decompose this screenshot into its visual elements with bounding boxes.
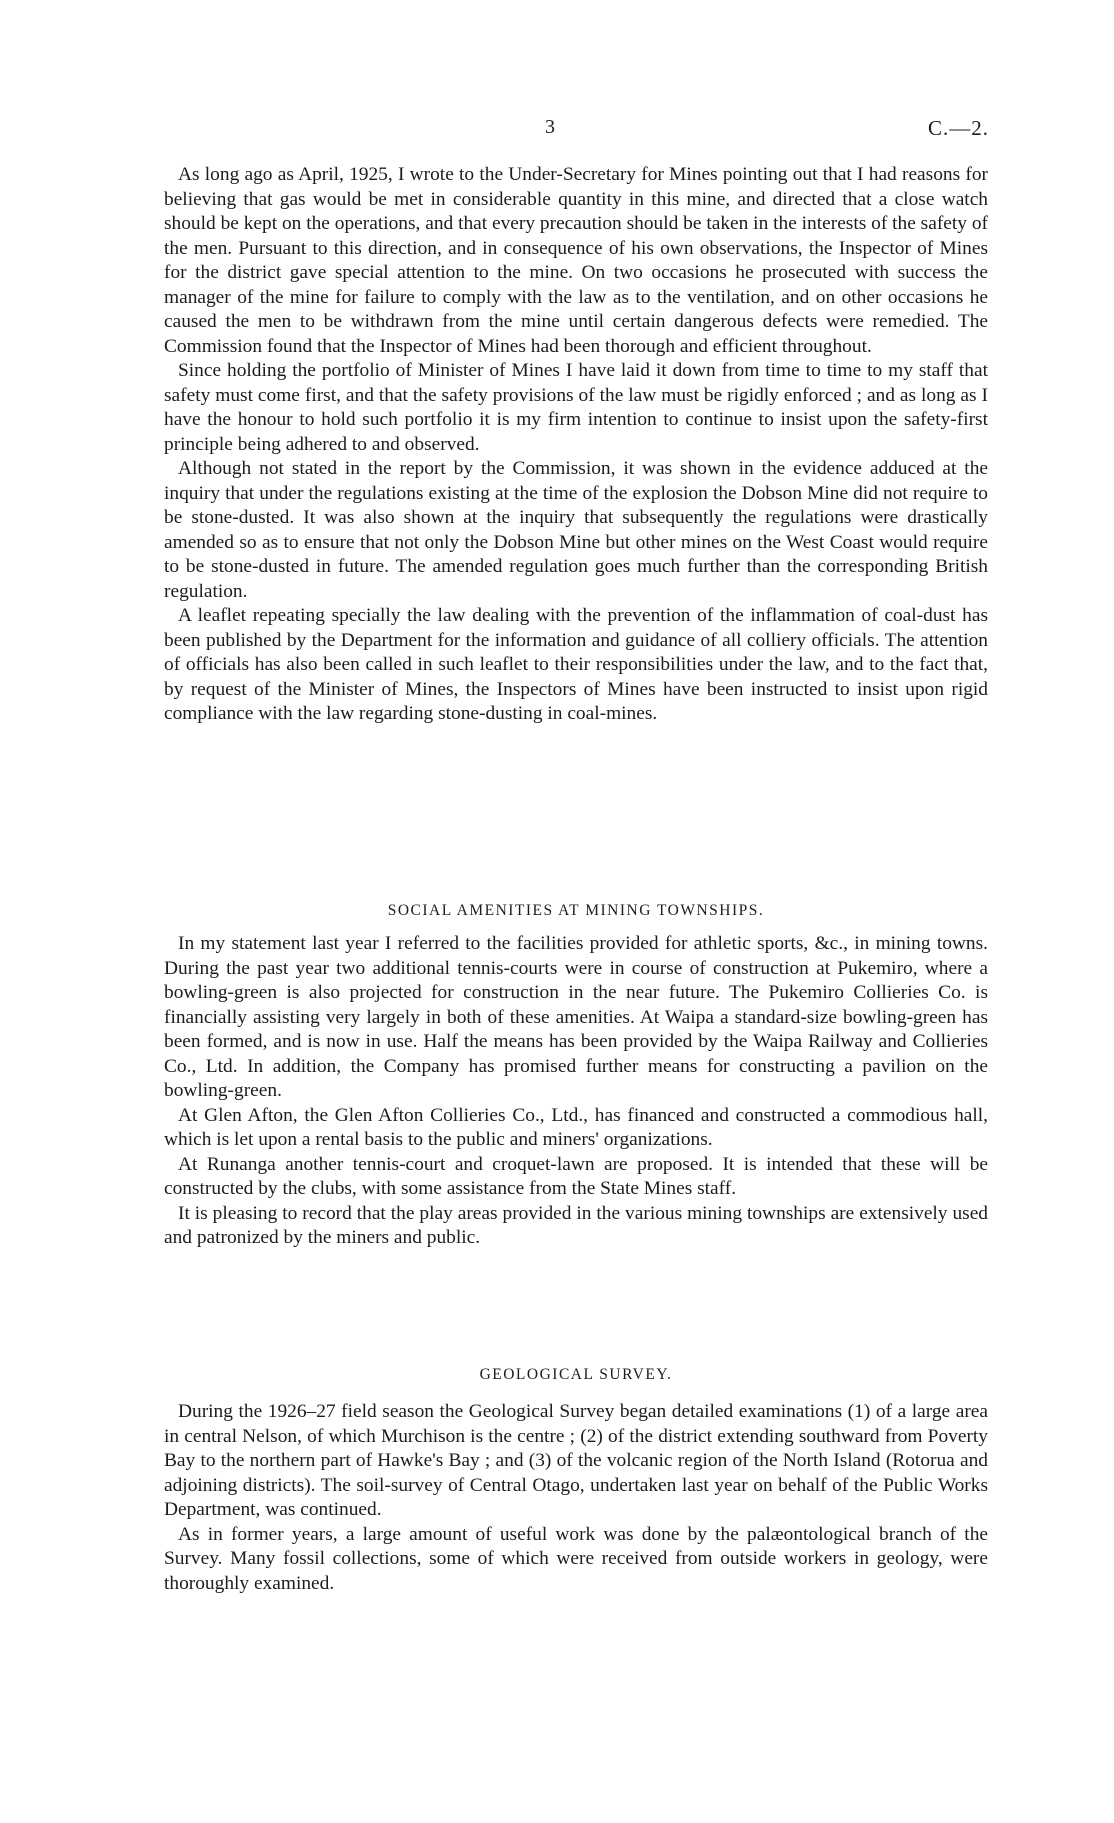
paragraph: It is pleasing to record that the play areas provided in the various mining townships are extensively used and patronized by the miners and public. — [164, 1202, 988, 1248]
page-number: 3 — [545, 116, 555, 138]
paragraph: Since holding the portfolio of Minister of Mines I have laid it down from time to time to my staff that safety must come first, and that the safety provisions of the law must be rigidly enforced ; and as long as I have the honour to hold such portfolio it is my firm intention to continue to insist upon the safety-first principle being adhered to and observed. — [164, 360, 988, 455]
geological-survey-section — [164, 1400, 988, 1596]
section-heading-social-amenities: SOCIAL AMENITIES AT MINING TOWNSHIPS. — [387, 902, 765, 919]
paragraph: As long ago as April, 1925, I wrote to the Under-Secretary for Mines pointing out that I had reasons for believing that gas would be met in considerable quantity in this mine, and directed that a close watch should be kept on the operations, and that every precaution should be taken in the interests of the safety of the men. Pursuant to this direction, and in consequence of his own observations, the Inspector of Mines for the district gave special attention to the mine. On two occasions he prosecuted with success the manager of the mine for failure to comply with the law as to the ventilation, and on other occasions he caused the men to be withdrawn from the mine until certain dangerous defects were remedied. The Commission found that the Inspector of Mines had been thorough and efficient throughout. — [164, 164, 988, 357]
paragraph: A leaflet repeating specially the law dealing with the prevention of the inflammation of coal-dust has been published by the Department for the information and guidance of all colliery officials. The attention of officials has also been called in such leaflet to their responsibilities under the law, and to the fact that, by request of the Minister of Mines, the Inspectors of Mines have been instructed to insist upon rigid compliance with the law regarding stone-dusting in coal-mines. — [164, 605, 988, 724]
paragraph: At Glen Afton, the Glen Afton Collieries Co., Ltd., has financed and constructed a commodious hall, which is let upon a rental basis to the public and miners' organizations. — [164, 1104, 988, 1150]
paragraph: During the 1926–27 field season the Geological Survey began detailed examinations (1) of a large area in central Nelson, of which Murchison is the centre ; (2) of the district extending southward from Poverty Bay to the northern part of Hawke's Bay ; and (3) of the volcanic region of the North Island (Rotorua and adjoining districts). The soil-survey of Central Otago, undertaken last year on behalf of the Public Works Department, was continued. — [164, 1401, 988, 1520]
document-code: C.—2. — [928, 116, 990, 140]
paragraph: At Runanga another tennis-court and croquet-lawn are proposed. It is intended that these will be constructed by the clubs, with some assistance from the State Mines staff. — [164, 1153, 988, 1199]
paragraph: In my statement last year I referred to the facilities provided for athletic sports, &c., in mining towns. During the past year two additional tennis-courts were in course of construction at Pukemiro, where a bowling-green is also projected for construction in the near future. The Pukemiro Collieries Co. is financially assisting very largely in both of these amenities. At Waipa a standard-size bowling-green has been formed, and is now in use. Half the means has been provided by the Waipa Railway and Collieries Co., Ltd. In addition, the Company has promised further means for constructing a pavilion on the bowling-green. — [164, 933, 988, 1101]
paragraph: As in former years, a large amount of useful work was done by the palæontological branch of the Survey. Many fossil collections, some of which were received from outside workers in geology, were thoroughly examined. — [164, 1523, 988, 1594]
section-heading-geological-survey: GEOLOGICAL SURVEY. — [479, 1366, 673, 1383]
intro-section — [164, 163, 988, 727]
paragraph: Although not stated in the report by the Commission, it was shown in the evidence adduced at the inquiry that under the regulations existing at the time of the explosion the Dobson Mine did not require to be stone-dusted. It was also shown at the inquiry that subsequently the regulations were drastically amended so as to ensure that not only the Dobson Mine but other mines on the West Coast would require to be stone-dusted in future. The amended regulation goes much further than the corresponding British regulation. — [164, 458, 988, 602]
social-amenities-section — [164, 932, 988, 1251]
